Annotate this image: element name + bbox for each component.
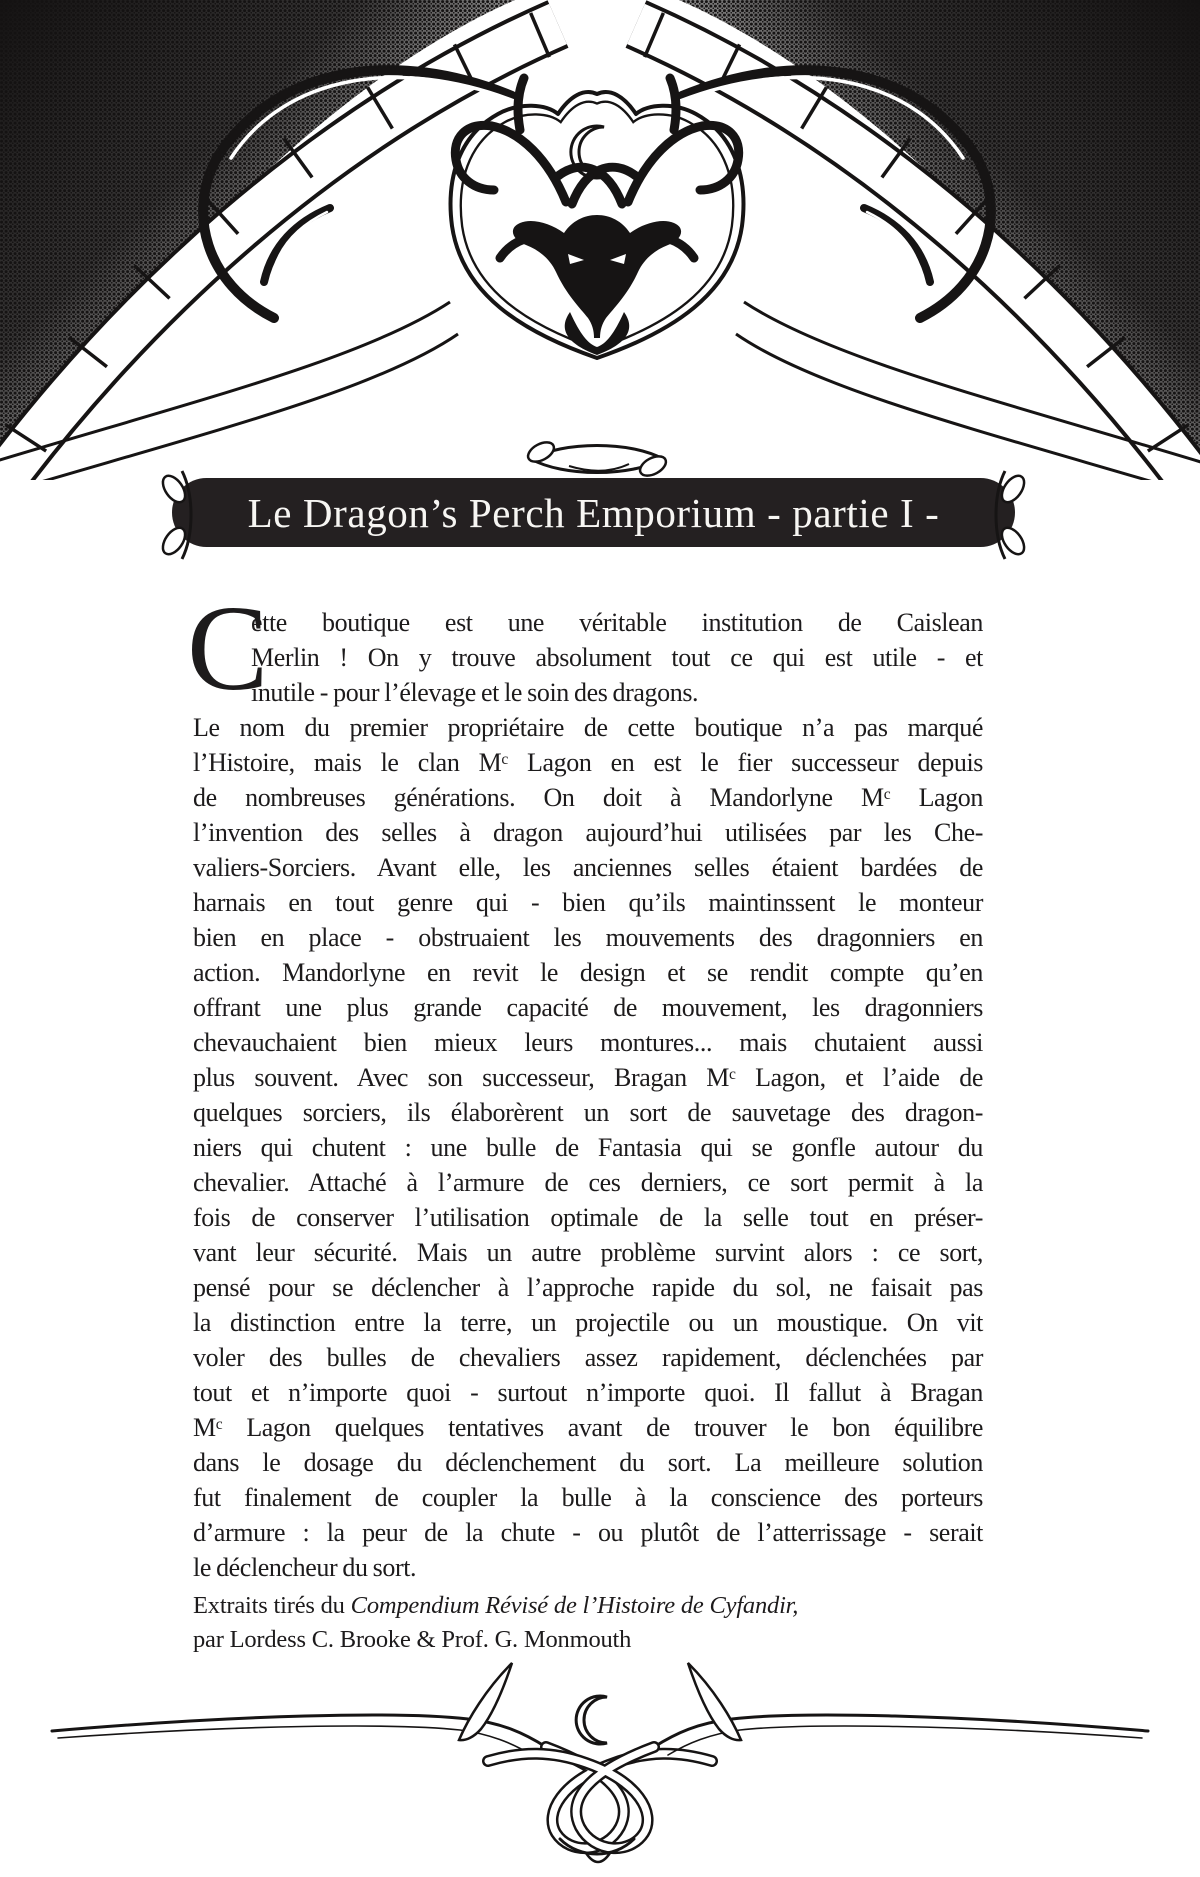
text-line: quelques sorciers, ils élaborèrent un sort de sauvetage des dragon- xyxy=(193,1098,983,1127)
text-line: Le nom du premier propriétaire de cette boutique n’a pas marqué xyxy=(193,713,983,742)
text-line: la distinction entre la terre, un projectile ou un moustique. On vit xyxy=(193,1308,983,1337)
text-line: inutile - pour l’élevage et le soin des dragons. xyxy=(251,678,699,707)
text-line: d’armure : la peur de la chute - ou plutôt de l’atterrissage - serait xyxy=(193,1518,983,1547)
celtic-eye-knot-icon xyxy=(517,437,677,481)
opening-lines xyxy=(251,605,983,710)
text-line: pensé pour se déclencher à l’approche rapide du sol, ne faisait pas xyxy=(193,1273,983,1302)
text-line: l’invention des selles à dragon aujourd’hui utilisées par les Che- xyxy=(193,818,983,847)
text-line: Merlin ! On y trouve absolument tout ce qui est utile - et xyxy=(251,643,983,672)
chapter-title: Le Dragon’s Perch Emporium - partie I - xyxy=(247,489,940,536)
text-line: l’Histoire, mais le clan $M^c$ Lagon en est le fier successeur depuis xyxy=(193,748,983,777)
attribution-line-2: par Lordess C. Brooke & Prof. G. Monmouth xyxy=(193,1626,632,1653)
text-line: tout et n’importe quoi - surtout n’importe quoi. Il fallut à Bragan xyxy=(193,1378,983,1407)
text-line: valiers-Sorciers. Avant elle, les anciennes selles étaient bardées de xyxy=(193,853,983,882)
celtic-knot-icon xyxy=(983,461,1039,569)
antler-flourish-icon xyxy=(0,1657,1200,1875)
text-line: chevalier. Attaché à l’armure de ces derniers, ce sort permit à la xyxy=(193,1168,983,1197)
attribution-prefix: Extraits tirés du xyxy=(193,1592,351,1619)
opening-paragraph xyxy=(187,581,983,716)
drop-cap: C xyxy=(187,581,269,716)
text-line: bien en place - obstruaient les mouvements des dragonniers en xyxy=(193,923,983,952)
body-text xyxy=(187,581,983,1585)
text-line: plus souvent. Avec son successeur, Bragan $M^c$ Lagon, et l’aide de xyxy=(193,1063,983,1092)
chapter-banner xyxy=(172,478,1015,547)
celtic-knot-icon xyxy=(148,461,204,569)
text-line: voler des bulles de chevaliers assez rapidement, déclenchées par xyxy=(193,1343,983,1372)
text-line: de nombreuses générations. On doit à Mandorlyne $M^c$ Lagon xyxy=(193,783,983,812)
text-line: fut finalement de coupler la bulle à la conscience des porteurs xyxy=(193,1483,983,1512)
stag-emblem-icon xyxy=(451,78,744,358)
text-line: dans le dosage du déclenchement du sort. La meilleure solution xyxy=(193,1448,983,1477)
text-line: action. Mandorlyne en revit le design et se rendit compte qu’en xyxy=(193,958,983,987)
text-line: fois de conserver l’utilisation optimale de la selle tout en préser- xyxy=(193,1203,983,1232)
text-line: ette boutique est une véritable institution de Caislean xyxy=(251,608,983,637)
text-line: chevauchaient bien mieux leurs montures... mais chutaient aussi xyxy=(193,1028,983,1057)
attribution-work-title: Compendium Révisé de l’Histoire de Cyfandir, xyxy=(350,1592,799,1619)
header-artwork xyxy=(0,0,1200,480)
text-line: offrant une plus grande capacité de mouvement, les dragonniers xyxy=(193,993,983,1022)
text-line: harnais en tout genre qui - bien qu’ils maintinssent le monteur xyxy=(193,888,983,917)
main-paragraph xyxy=(193,710,983,1585)
crescent-moon-icon xyxy=(576,1696,607,1744)
text-line: le déclencheur du sort. xyxy=(193,1553,417,1582)
text-line: niers qui chutent : une bulle de Fantasia qui se gonfle autour du xyxy=(193,1133,983,1162)
text-line: $M^c$ Lagon quelques tentatives avant de trouver le bon équilibre xyxy=(193,1413,983,1442)
attribution-line-1 xyxy=(193,1589,993,1623)
source-attribution xyxy=(193,1589,993,1657)
text-line: vant leur sécurité. Mais un autre problème survint alors : ce sort, xyxy=(193,1238,983,1267)
